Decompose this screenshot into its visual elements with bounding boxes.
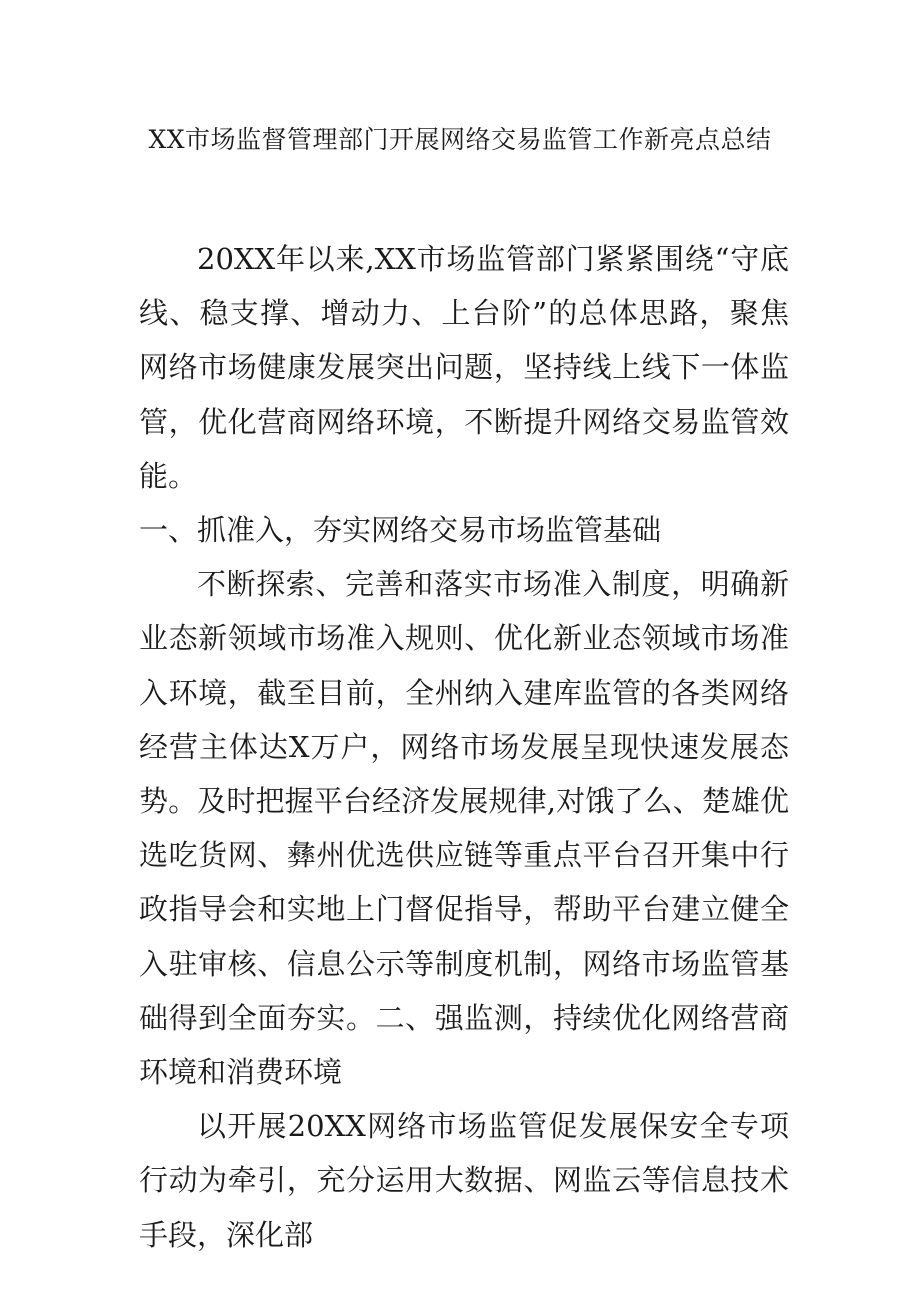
intro-paragraph: 20XX年以来,XX市场监管部门紧紧围绕“守底线、稳支撑、增动力、上台阶”的总体思路，聚焦网络市场健康发展突出问题，坚持线上线下一体监管，优化营商网络环境，不断提升网络交易监管效能。 <box>139 242 789 493</box>
document-body <box>139 232 789 1262</box>
section-one-paragraph: 不断探索、完善和落实市场准入制度，明确新业态新领域市场准入规则、优化新业态领域市场准入环境，截至目前，全州纳入建库监管的各类网络经营主体达X万户，网络市场发展呈现快速发展态势。及时把握平台经济发展规律,对饿了么、楚雄优选吃货网、彝州优选供应链等重点平台召开集中行政指导会和实地上门督促指导，帮助平台建立健全入驻审核、信息公示等制度机制，网络市场监管基础得到全面夯实。二、强监测，持续优化网络营商环境和消费环境 <box>139 567 789 1090</box>
section-heading-one: 一、抓准入，夯实网络交易市场监管基础 <box>139 513 662 548</box>
section-two-paragraph: 以开展20XX网络市场监管促发展保安全专项行动为牵引，充分运用大数据、网监云等信息技术手段，深化部 <box>139 1109 789 1252</box>
document-title: XX市场监督管理部门开展网络交易监管工作新亮点总结 <box>148 125 772 154</box>
